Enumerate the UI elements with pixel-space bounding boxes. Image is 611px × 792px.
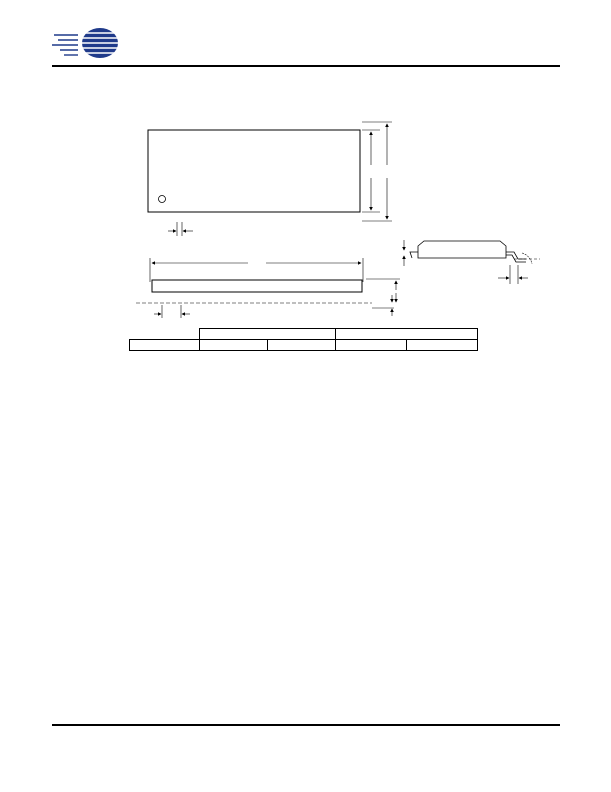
column-header-mm-max	[407, 340, 478, 351]
h-dimension	[362, 122, 392, 221]
package-drawing	[0, 112, 611, 327]
table-column-header-row	[130, 340, 478, 351]
end-view	[410, 241, 526, 262]
a-dimension	[366, 279, 400, 302]
top-view-body	[148, 130, 360, 212]
e-pitch-dimension	[154, 305, 190, 318]
header-divider	[52, 65, 560, 67]
cirrus-logic-logo	[52, 26, 252, 64]
column-header-inch-max	[268, 340, 336, 351]
side-view-body	[152, 280, 362, 292]
d-dimension	[150, 258, 363, 282]
column-header-inch-min	[200, 340, 268, 351]
e-dimension	[362, 130, 380, 212]
group-header-millimeters	[336, 329, 478, 340]
column-header-dim	[130, 340, 200, 351]
table-corner-cell	[130, 329, 200, 340]
dimensions-table	[129, 328, 478, 351]
logo-globe-icon	[52, 28, 122, 58]
column-header-mm-min	[336, 340, 407, 351]
footer-divider	[52, 724, 560, 726]
l-dimension	[498, 265, 528, 284]
table-group-header-row	[130, 329, 478, 340]
group-header-inches	[200, 329, 336, 340]
a1-dimension	[372, 295, 394, 316]
b-dimension	[168, 222, 193, 236]
